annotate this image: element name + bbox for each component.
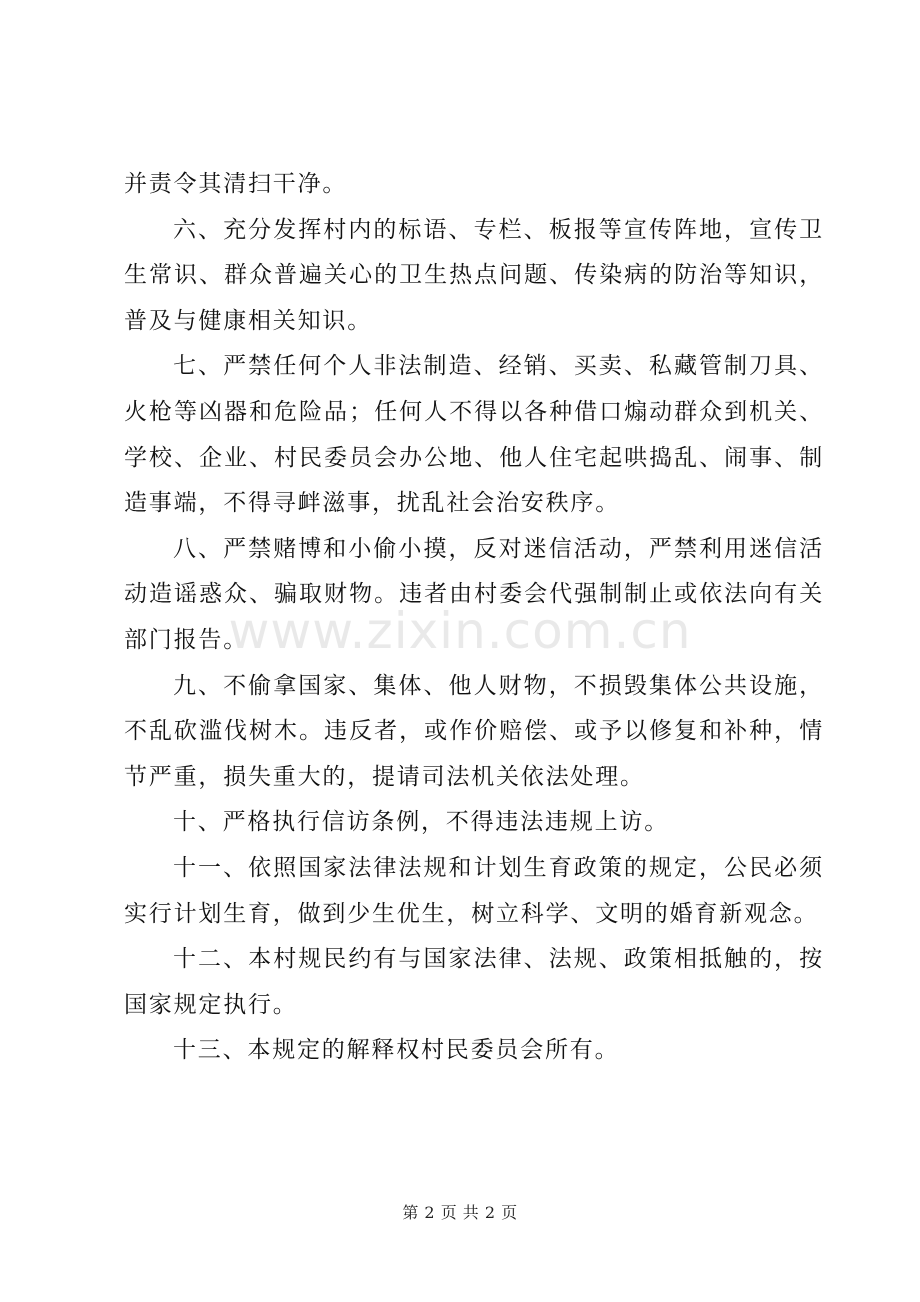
paragraph-article-8: 八、严禁赌博和小偷小摸，反对迷信活动，严禁利用迷信活动造谣惑众、骗取财物。违者由村委会代强制制止或依法向有关部门报告。: [124, 535, 824, 653]
watermark: www.zixin.com.cn: [228, 602, 692, 660]
paragraph-article-10: 十、严格执行信访条例，不得违法违规上访。: [173, 809, 669, 836]
paragraph-continuation: 并责令其清扫干净。: [124, 171, 348, 197]
paragraph-article-11: 十一、依照国家法律法规和计划生育政策的规定，公民必须实行计划生育，做到少生优生，树立科学、文明的婚育新观念。: [124, 854, 824, 927]
paragraph-article-6: 六、充分发挥村内的标语、专栏、板报等宣传阵地，宣传卫生常识、群众普遍关心的卫生热点问题、传染病的防治等知识，普及与健康相关知识。: [124, 216, 824, 334]
page-footer: 第 2 页 共 2 页: [402, 1203, 518, 1222]
paragraph-article-9: 九、不偷拿国家、集体、他人财物，不损毁集体公共设施，不乱砍滥伐树木。违反者，或作价赔偿、或予以修复和补种，情节严重，损失重大的，提请司法机关依法处理。: [124, 672, 824, 790]
paragraph-article-7: 七、严禁任何个人非法制造、经销、买卖、私藏管制刀具、火枪等凶器和危险品；任何人不得以各种借口煽动群众到机关、学校、企业、村民委员会办公地、他人住宅起哄捣乱、闹事、制造事端，不得寻衅滋事，扰乱社会治安秩序。: [124, 353, 824, 517]
document-body: [124, 162, 824, 1074]
paragraph-article-13: 十三、本规定的解释权村民委员会所有。: [173, 1037, 620, 1064]
paragraph-article-12: 十二、本村规民约有与国家法律、法规、政策相抵触的，按国家规定执行。: [124, 946, 824, 1018]
